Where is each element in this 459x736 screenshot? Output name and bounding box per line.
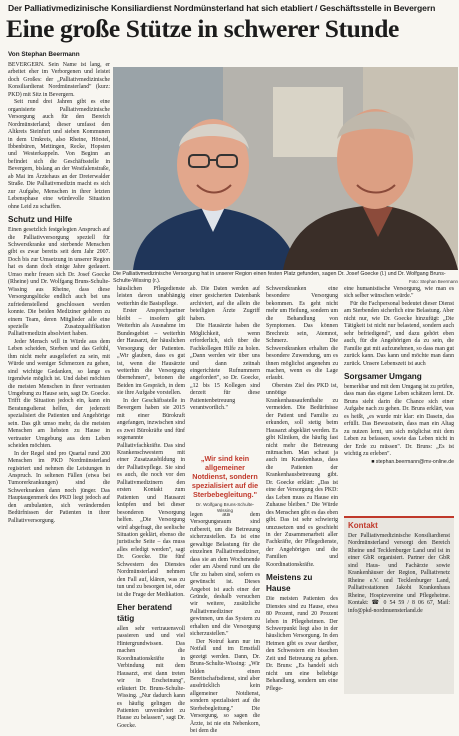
article-column-2 xyxy=(117,286,185,729)
quote-author: Dr. Wolfgang Bruns-Schulte-Wissing xyxy=(195,502,255,513)
paragraph: Seit rund drei Jahren gibt es eine organisierte Palliativmedizinische Versorgung auch für den Bereich Nordmünsterland; dieser umfasst den Altkreis Steinfurt und sieben Kommunen in dem Umkreis, also Rheine, Hörstel, Ibbenbüren, Mettingen, Recke, Hopsten und Westerkappeln. Von Beginn an befindet sich die Geschäftsstelle in Bevergern, bislang an der Westfalenstraße, ab Mai im Ärztehaus an der Dreierwalder Straße. Die Palliativmedizin macht es sich zur Aufgabe, Menschen in ihrer letzten Lebensphase eine würdevolle Situation ohne Leid zu schaffen. xyxy=(8,99,110,210)
paragraph: Für die Fachpersonal bedeutet dieser Dienst am Sterbenden sicherlich eine Belastung. Aber nicht nur, wie Dr. Goecke hinzufügt: „Die Tätigkeit ist nicht nur belastend, sondern auch sehr befriedigend", und dazu gehört eben auch, für die Angehörigen da zu sein, die Familie gut mit aufzunehmen, so dass man gut zurück kann. Das kann und möchte man dann zurück. Unsere Lebenszeit ist auch xyxy=(344,300,454,367)
subheading: Meistens zu Hause xyxy=(266,573,313,594)
author-email: ■ stephan.beermann@mv-online.de xyxy=(371,458,454,465)
paragraph: legen aus dem Versorgungsraum sind rufbereit, um die Betreuung sicherzustellen. Es ist eine gewaltige Belastung für die einzelnen Palliativmediziner, dass sie an dem Wochenende oder am Abend rund um die Uhr zu haben sind, sofern es gewünscht ist. Dieses Angebot ist auch einer der Gründe, deshalb versuchen wir weitere, zusätzliche Palliativmediziner zu gewinnen, um das System zu erhalten und die Versorgung sicherzustellen." xyxy=(190,512,260,638)
paragraph: ab. Die Daten werden auf einer gesicherten Datenbank archiviert, auf die allein die beteiligten Ärzte Zugriff haben. xyxy=(190,286,260,322)
paragraph: allen sehr vertrauensvoll passieren und und viel Hintergrundwissen. Das machen die Koordinationskräfte in Verbindung mit dem Hausarzt, erst dann treten wir in Erscheinung", erläutert Dr. Bruns-Schulte-Wissing. „Nur dadurch kann es häufig gelingen die Patienten unverändert zu Hause zu belassen", sagt Dr. Goecke. xyxy=(117,626,185,729)
contact-box xyxy=(344,516,454,694)
paragraph: eine humanistische Versorgung, wie man es sich selber wünschen würde." xyxy=(344,286,454,300)
article-kicker: Der Palliativmedizinische Konsiliardienst Nordmünsterland hat sich etabliert / Geschäftsstelle in Bevergern xyxy=(8,3,436,13)
article-column-4 xyxy=(266,286,338,694)
paragraph: Die meisten Patienten des Dienstes sind zu Hause, etwa 80 Prozent, rund 20 Prozent leben in Pflegeheimen. Der Schwerpunkt liegt also in der häuslichen Versorgung. In den Heimen gibt es zwar darüber, den Schwestern ein bisschen Zeit und Betreuung zu geben. Dr. Bruns: „Es handelt sich nicht um eine beliebige Behandlung, sondern um eine Pflege- xyxy=(266,596,338,692)
photo-credit: Foto: Stephan Beermann xyxy=(408,279,458,284)
paragraph: Die Hausärzte haben die Möglichkeit, wenn erforderlich, sich über die Fachkollegen Hilfe zu holen. „Dann werden wir über uns und dann zeitnah eingerichtete Rufnummern angefordert", so Dr. Goecke, „12 bis 15 Kollegen sind derzeit für diese Patientenbetreuung verantwortlich." xyxy=(190,323,260,412)
contact-text: Der Palliativmedizinische Konsiliardienst Nordmünsterland versorgt den Bereich Rheine und Tecklenburger Land und ist in einer GbR organisiert. Partner der GbR sind Haus- und Fachärzte sowie Krankenhäuser der Region, Palliativnetz Rheine e.V. und Tecklenburger Land, Palliativstationen Jakobi Krankenhaus Rheine, Hospizvereine und Pflegeheime. Kontakt: ☎ 0 54 59 / 8 06 67, Mail: info@pkd-nordmuensterland.de xyxy=(348,533,450,614)
paragraph: bemerkbar und mit dem Umgang ist zu prüfen, dass man das eigene Leben schätzen lernt. Dr. Bruns sieht darin die Chance sich einer Aufgabe nach zu gehen. Dr. Bruns erklärt, was es heißt, „es wurde mir klar: ein Dasein, das erfüllt. Das Bewusstsein, dass man ein Altag zu nutzen lernt, um sich möglichst mit dem Leben zu befassen, sowie das Leben nicht in der Erde zu müssen". Dr. Bruns: „Es ist wichtig zu erleben". xyxy=(344,383,454,458)
photo-illustration xyxy=(113,67,458,270)
subheading: Eher beratend tätig xyxy=(117,603,173,624)
article-photo xyxy=(113,67,458,270)
paragraph: In der Regel sind pro Quartal rund 200 Menschen im PKD Nordmünsterland registriert und nehmen die Leistungen in Anspruch. In seltenen Fällen (etwa bei Tumorerkrankungen) sind die Schwerkranken dann noch jünger. Das Hauptaugenmerk des PKD liegt jedoch auf den ambulanten, sich verändernden Bedürfnissen der Patienten in ihrer Palliativversorgung. xyxy=(8,450,110,524)
caption-text: Die Palliativmedizinische Versorgung hat in unserer Region einen festen Platz gefunden, sagen Dr. Josef Goecke (l.) und Dr. Wolfgang Bruns-Schulte-Wissing (r.). xyxy=(113,271,446,284)
paragraph: Einen gesetzlich festgelegten Anspruch auf die Palliativversorgung speziell für Schwerstkranke und sterbende Menschen gibt es zwar bereits seit dem Jahr 2007. Doch bis zur Umsetzung in unserer Region hat es dann doch einige Jahre gedauert. Umso mehr freuen sich Dr. Josef Goecke (Rheine) und Dr. Wolfgang Bruns-Schulte-Wissing aus Rheine, dass diese Versorgungslücke endlich auch bei uns zufriedenstellend geschlossen werden konnte. Die beiden Mediziner gehören zu einem Team, deren Mitglieder alle eine spezielle Zusatzqualifikation Palliativmedizin absolviert haben. xyxy=(8,227,110,338)
quote-text: „Wir sind kein allgemeiner Notdienst, sondern spezialisiert auf die Sterbebegleitung." xyxy=(191,454,259,499)
paragraph: Der Notruf kann nur im Notfall und im Ernstfall gezeigt werden. Dann, Dr. Bruns-Schulte-Wissing: „Wir bilden einen Bereitschaftsdienst, sind aber ausdrücklich kein allgemeiner Notdienst, sondern spezialisiert auf die Sterbebegleitung." Die Versorgung, so sagen die Ärzte, ist nie ein Nebenkorn, bei dem die xyxy=(190,638,260,735)
contact-heading: Kontakt xyxy=(348,521,378,530)
article-column-5 xyxy=(344,286,454,514)
article-byline: Von Stephan Beermann xyxy=(8,51,80,58)
paragraph: Oberstes Ziel des PKD ist, unnötige Krankenhausaufenthalte zu vermeiden. Die Bedürfnisse der Patient und Familie zu erkunden, soll stetig beim Hausarzt abgeklärt werden. Es gibt Kliniken, die häufig fast nicht mehr die Betreuung mitmachen. Man schaut ja auch im Krankenhaus, dass die Patienten der Krankenhausbetreuung gibt. Dr. Goecke erklärt: „Das ist eine der Versorgung des PKD: das Leben muss zu Hause ein Zuhause bleiben." Die Würde des Menschen gibt es das eben gibt. Das ist sehr schwierig umzusetzen und es geschieht in der Zusammenarbeit aller Fachkräfte, der Pflegedienste, der Angehörigen und die Familien und Koordinationskräfte. xyxy=(266,382,338,568)
pull-quote xyxy=(190,454,260,514)
paragraph: In der Geschäftsstelle in Bevergern haben sie 2015 mit einer Bürokraft angefangen, inzwischen sind es zwei Bürokräfte und fünf sogenannte Palliativfachkräfte. Das sind Krankenschwestern mit einer Zusatzausbildung in der Palliativpflege. Sie sind es auch, die noch vor den Palliativmedizinern den ersten Kontakt zum Patienten und Hausarzt knüpfen und bei dieser besonderen Versorgung helfen. „Die Versorgung wird abgefragt, die seelische Situation geklärt, ebenso die juristische Seite – das muss alles erledigt werden", sagt Dr. Goecke. Die fünf Schwestern des Dienstes Nordmünsterland nehmen den Fall auf, klären, was zu tun und zu besorgen ist, oder ist die Frage der Medikation. xyxy=(117,397,185,598)
subheading: Schutz und Hilfe xyxy=(8,215,73,225)
paragraph: Erster Ansprechpartner bleibt – insofern gilt Weiterhin als Ausnahme im Bundesgebiet – weiterhin der Hausarzt, der häuslichen Versorgung der Patienten. „Wir glauben, dass es gut ist, wenn die Hausärzte weiterhin die Versorgung übernehmen", betonen die Beiden im Gespräch, in dem sie ihre Aufgabe vorstellen. xyxy=(117,308,185,397)
subheading: Sorgsamer Umgang xyxy=(344,371,422,381)
photo-caption xyxy=(113,271,458,285)
paragraph: Schwerstkranken eine besondere Versorgung bekommen. Es geht nicht mehr um Heilung, sondern um die Behandlung von Symptomen. Das können Brechreiz sein, Atemnot, Schmerz. Die Schwerstkranken erhalten die besondere Zuwendung, um es ihnen möglichst angenehm zu machen, wenn es die Lage erlaubt. xyxy=(266,286,338,382)
paragraph: häuslichen Pflegedienste leisten davon unabhängig weiterhin die Basispflege. xyxy=(117,286,185,307)
article-column-1 xyxy=(8,62,110,694)
paragraph: Jeder Mensch will in Würde aus dem Leben scheiden, Sterben und das Gefühl, ihm nicht mehr ausgeliefert zu sein, mit Würde und weniger Schmerzen zu gehen, sind wichtige Gedanken, so lange es irgendwie möglich ist. Und dabei möchten die meisten Menschen in ihrer vertrauten Umgebung zu Hause sein, sagt Dr. Goecke. Trifft die Situation jedoch ein, kann ein Beratungsdienst helfen, der jederzeit spezialisiert die Patienten und Angehörige sein. Das gilt umso mehr, da die meisten Menschen am liebsten zu Hause in vertrauter Umgebung aus dem Leben scheiden möchten. xyxy=(8,338,110,450)
article-column-3 xyxy=(190,286,260,452)
article-headline: Eine große Stütze in schwerer Stunde xyxy=(6,14,399,43)
article-column-3-continued xyxy=(190,512,260,735)
lead-paragraph: BEVERGERN. Sein Name ist lang, er arbeitet eher im Verborgenen und leistet doch Großes: der „Palliativmedizinische Konsiliardienst Nordmünsterland" (kurz: PKD) mit Sitz in Bevergern. xyxy=(8,62,110,98)
